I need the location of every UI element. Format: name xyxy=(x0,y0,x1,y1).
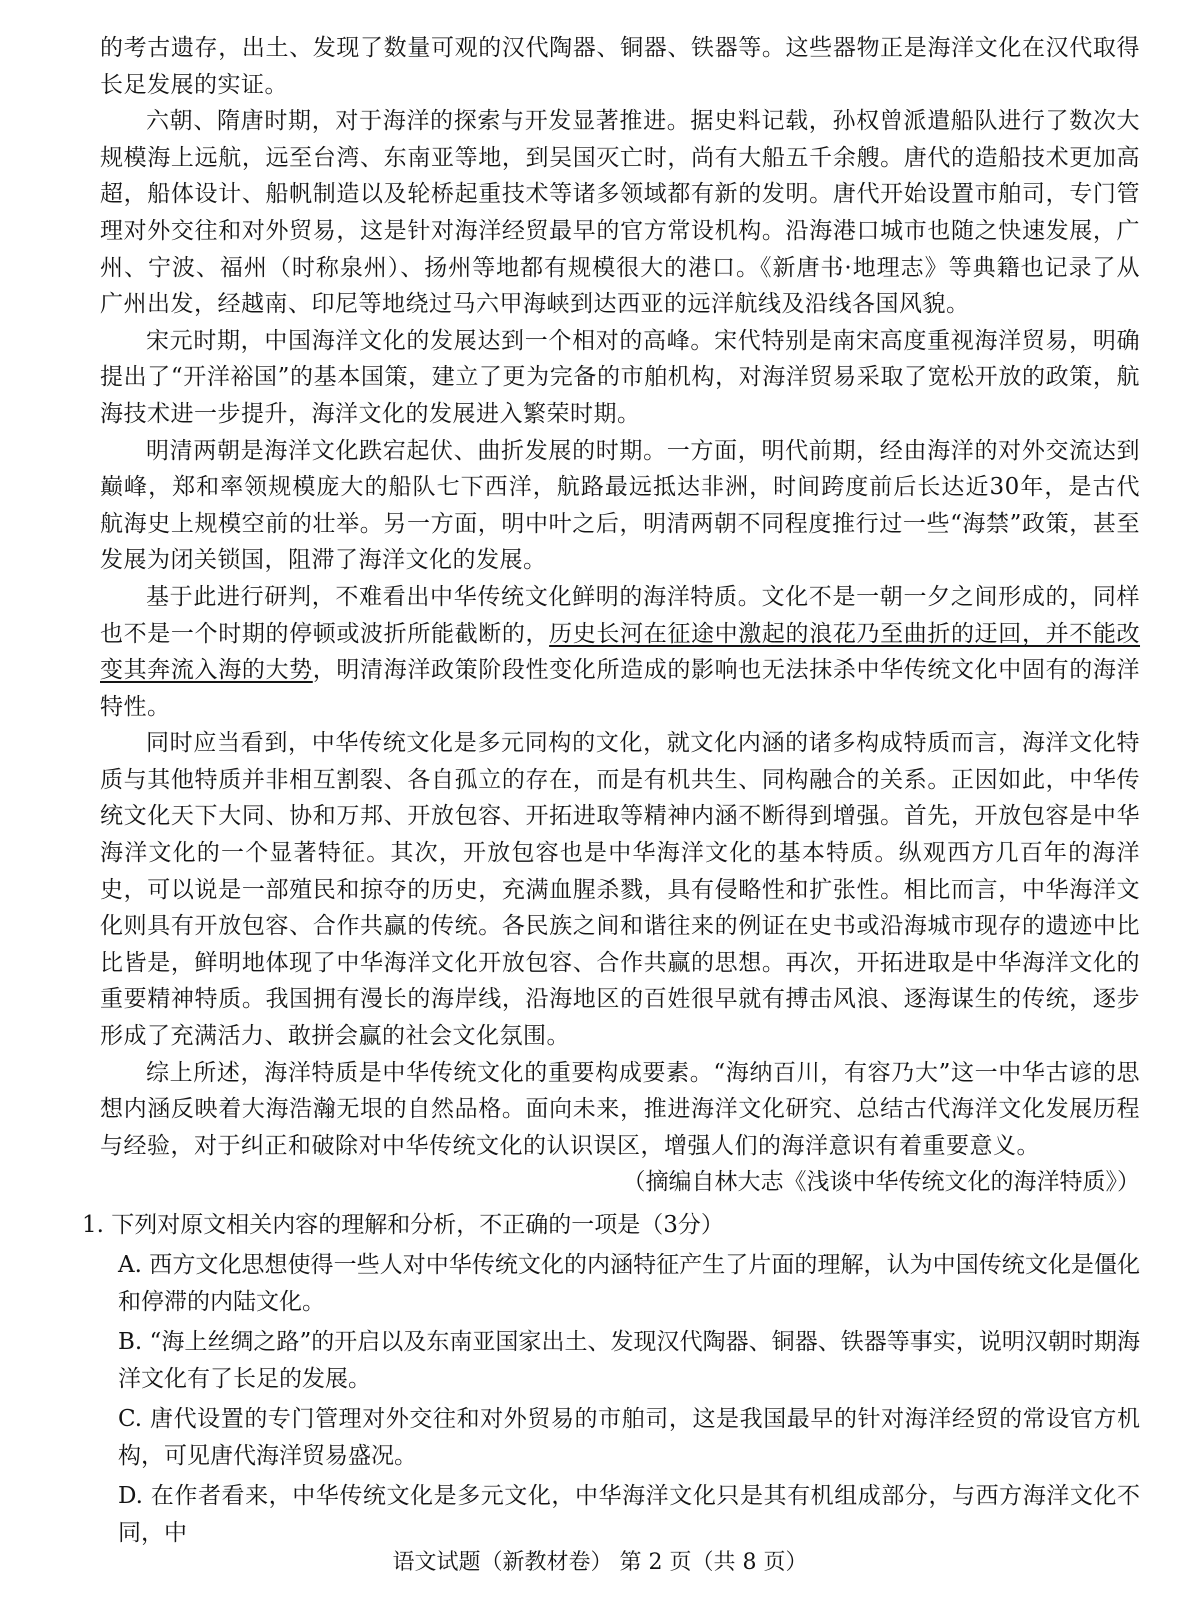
exam-page xyxy=(82,30,1141,1551)
option-c: C. 唐代设置的专门管理对外交往和对外贸易的市舶司，这是我国最早的针对海洋经贸的常设官方机构，可见唐代海洋贸易盛况。 xyxy=(118,1406,1140,1469)
paragraph-5-text-after: ，明清海洋政策阶段性变化所造成的影响也无法抹杀中华传统文化中固有的海洋特性。 xyxy=(100,657,1141,720)
paragraph-5 xyxy=(100,579,1140,725)
paragraph-6: 同时应当看到，中华传统文化是多元同构的文化，就文化内涵的诸多构成特质而言，海洋文化特质与其他特质并非相互割裂、各自孤立的存在，而是有机共生、同构融合的关系。正因如此，中华传统文化天下大同、协和万邦、开放包容、开拓进取等精神内涵不断得到增强。首先，开放包容是中华海洋文化的一个显著特征。其次，开放包容也是中华海洋文化的基本特质。纵观西方几百年的海洋史，可以说是一部殖民和掠夺的历史，充满血腥杀戮，具有侵略性和扩张性。相比而言，中华海洋文化则具有开放包容、合作共赢的传统。各民族之间和谐往来的例证在史书或沿海城市现存的遗迹中比比皆是，鲜明地体现了中华海洋文化开放包容、合作共赢的思想。再次，开拓进取是中华海洋文化的重要精神特质。我国拥有漫长的海岸线，沿海地区的百姓很早就有搏击风浪、逐海谋生的传统，逐步形成了充满活力、敢拼会赢的社会文化氛围。 xyxy=(100,730,1140,1050)
paragraph-2: 六朝、隋唐时期，对于海洋的探索与开发显著推进。据史料记载，孙权曾派遣船队进行了数次大规模海上远航，远至台湾、东南亚等地，到吴国灭亡时，尚有大船五千余艘。唐代的造船技术更加高超，船体设计、船帆制造以及轮桥起重技术等诸多领域都有新的发明。唐代开始设置市舶司，专门管理对外交往和对外贸易，这是针对海洋经贸最早的官方常设机构。沿海港口城市也随之快速发展，广州、宁波、福州（时称泉州）、扬州等地都有规模很大的港口。《新唐书·地理志》等典籍也记录了从广州出发，经越南、印尼等地绕过马六甲海峡到达西亚的远洋航线及沿线各国风貌。 xyxy=(100,108,1140,318)
page-footer: 语文试题（新教材卷） 第 2 页（共 8 页） xyxy=(392,1550,808,1575)
paragraph-1: 的考古遗存，出土、发现了数量可观的汉代陶器、铜器、铁器等。这些器物正是海洋文化在汉代取得长足发展的实证。 xyxy=(100,35,1140,98)
paragraph-7: 综上所述，海洋特质是中华传统文化的重要构成要素。“海纳百川，有容乃大”这一中华古谚的思想内涵反映着大海浩瀚无垠的自然品格。面向未来，推进海洋文化研究、总结古代海洋文化发展历程与经验，对于纠正和破除对中华传统文化的认识误区，增强人们的海洋意识有着重要意义。 xyxy=(100,1059,1140,1159)
option-b: B. “海上丝绸之路”的开启以及东南亚国家出土、发现汉代陶器、铜器、铁器等事实，说明汉朝时期海洋文化有了长足的发展。 xyxy=(118,1329,1140,1392)
option-d: D. 在作者看来，中华传统文化是多元文化，中华海洋文化只是其有机组成部分，与西方海洋文化不同，中 xyxy=(118,1483,1140,1546)
paragraph-5-text-before: 基于此进行研判，不难看出中华传统文化鲜明的海洋特质。文化不是一朝一夕之间形成的，同样也不是一个时期的停顿或波折所能截断的， xyxy=(100,583,1140,647)
option-a: A. 西方文化思想使得一些人对中华传统文化的内涵特征产生了片面的理解，认为中国传统文化是僵化和停滞的内陆文化。 xyxy=(118,1252,1140,1315)
question-stem: 1. 下列对原文相关内容的理解和分析，不正确的一项是（3分） xyxy=(82,1212,724,1238)
question-options xyxy=(100,1247,1140,1551)
underlined-sentence: 历史长河在征途中激起的浪花乃至曲折的迂回，并不能改变其奔流入海的大势 xyxy=(100,620,1141,684)
paragraph-4: 明清两朝是海洋文化跌宕起伏、曲折发展的时期。一方面，明代前期，经由海洋的对外交流达到巅峰，郑和率领规模庞大的船队七下西洋，航路最远抵达非洲，时间跨度前后长达近30年，是古代航海史上规模空前的壮举。另一方面，明中叶之后，明清两朝不同程度推行过一些“海禁”政策，甚至发展为闭关锁国，阻滞了海洋文化的发展。 xyxy=(100,437,1140,574)
paragraph-3: 宋元时期，中国海洋文化的发展达到一个相对的高峰。宋代特别是南宋高度重视海洋贸易，明确提出了“开洋裕国”的基本国策，建立了更为完备的市舶机构，对海洋贸易采取了宽松开放的政策，航海技术进一步提升，海洋文化的发展进入繁荣时期。 xyxy=(100,327,1140,427)
source-citation: （摘编自林大志《浅谈中华传统文化的海洋特质》） xyxy=(622,1169,1140,1196)
